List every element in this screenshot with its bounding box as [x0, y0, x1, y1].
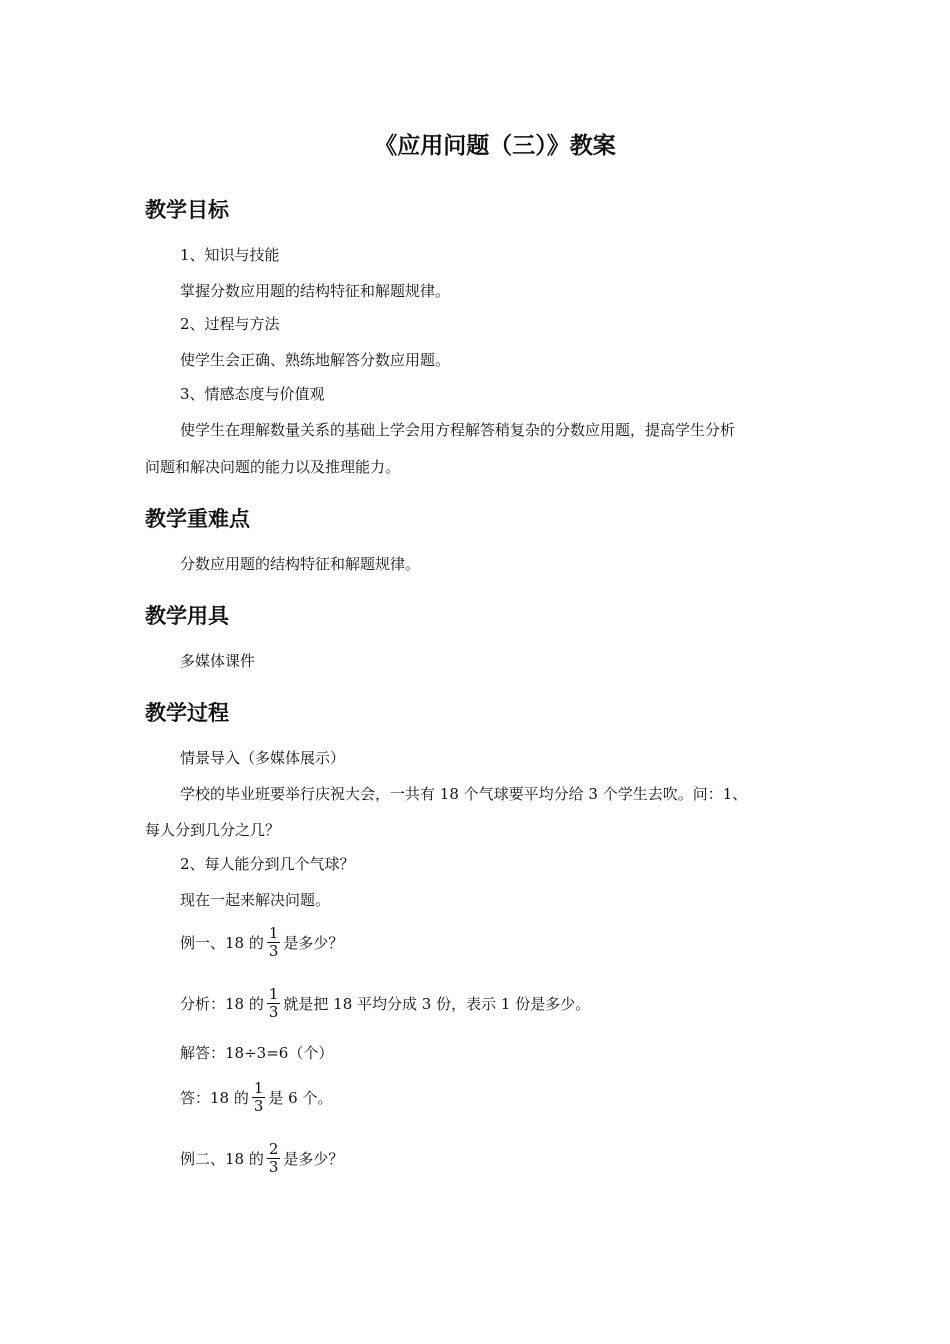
solution-label: 解答： [180, 1044, 226, 1062]
scenario-line1: 学校的毕业班要举行庆祝大会，一共有 18 个气球要平均分给 3 个学生去吹。问：1、 [180, 785, 748, 803]
process-intro: 情景导入（多媒体展示） [180, 749, 346, 767]
section-heading-tools: 教学用具 [145, 604, 229, 628]
fraction-numerator: 1 [268, 924, 279, 942]
objective-3-label: 3、情感态度与价值观 [180, 385, 325, 403]
fraction-denominator: 3 [268, 1003, 279, 1021]
example-2-suffix: 是多少？ [283, 1149, 344, 1168]
objective-1-label: 1、知识与技能 [180, 246, 280, 264]
fraction-denominator: 3 [268, 942, 279, 960]
page-title: 《应用问题（三）》教案 [374, 133, 616, 159]
fraction [267, 1141, 281, 1176]
example-1-prefix: 例一、18 的 [180, 933, 264, 952]
key-points-text: 分数应用题的结构特征和解题规律。 [180, 555, 421, 573]
example-2 [180, 1141, 343, 1176]
answer-suffix: 是 6 个。 [268, 1088, 333, 1107]
objective-1-text: 掌握分数应用题的结构特征和解题规律。 [180, 282, 451, 300]
objective-2-text: 使学生会正确、熟练地解答分数应用题。 [180, 351, 451, 369]
solve-intro: 现在一起来解决问题。 [180, 891, 331, 909]
analysis-suffix: 就是把 18 平均分成 3 份，表示 1 份是多少。 [283, 994, 591, 1013]
answer [180, 1080, 333, 1115]
fraction-denominator: 3 [253, 1097, 264, 1115]
solution-expression: 18÷3=6（个） [225, 1044, 334, 1062]
fraction-numerator: 1 [268, 985, 279, 1003]
analysis-prefix: 分析：18 的 [180, 994, 264, 1013]
section-heading-process: 教学过程 [145, 701, 229, 725]
fraction [252, 1080, 266, 1115]
answer-prefix: 答：18 的 [180, 1088, 249, 1107]
fraction [267, 986, 281, 1021]
tools-text: 多媒体课件 [180, 652, 256, 670]
fraction [267, 925, 281, 960]
section-heading-key-points: 教学重难点 [145, 507, 250, 531]
example-2-prefix: 例二、18 的 [180, 1149, 264, 1168]
fraction-numerator: 2 [268, 1140, 279, 1158]
fraction-denominator: 3 [268, 1158, 279, 1176]
scenario-line2: 每人分到几分之几？ [145, 821, 281, 839]
solution [180, 1043, 333, 1063]
section-heading-objectives: 教学目标 [145, 198, 229, 222]
example-1 [180, 925, 343, 960]
objective-3-text-line2: 问题和解决问题的能力以及推理能力。 [145, 458, 401, 476]
fraction-numerator: 1 [253, 1079, 264, 1097]
example-1-suffix: 是多少？ [283, 933, 344, 952]
analysis [180, 986, 590, 1021]
question-2: 2、每人能分到几个气球？ [180, 855, 355, 873]
objective-2-label: 2、过程与方法 [180, 315, 280, 333]
objective-3-text-line1: 使学生在理解数量关系的基础上学会用方程解答稍复杂的分数应用题，提高学生分析 [180, 421, 736, 439]
